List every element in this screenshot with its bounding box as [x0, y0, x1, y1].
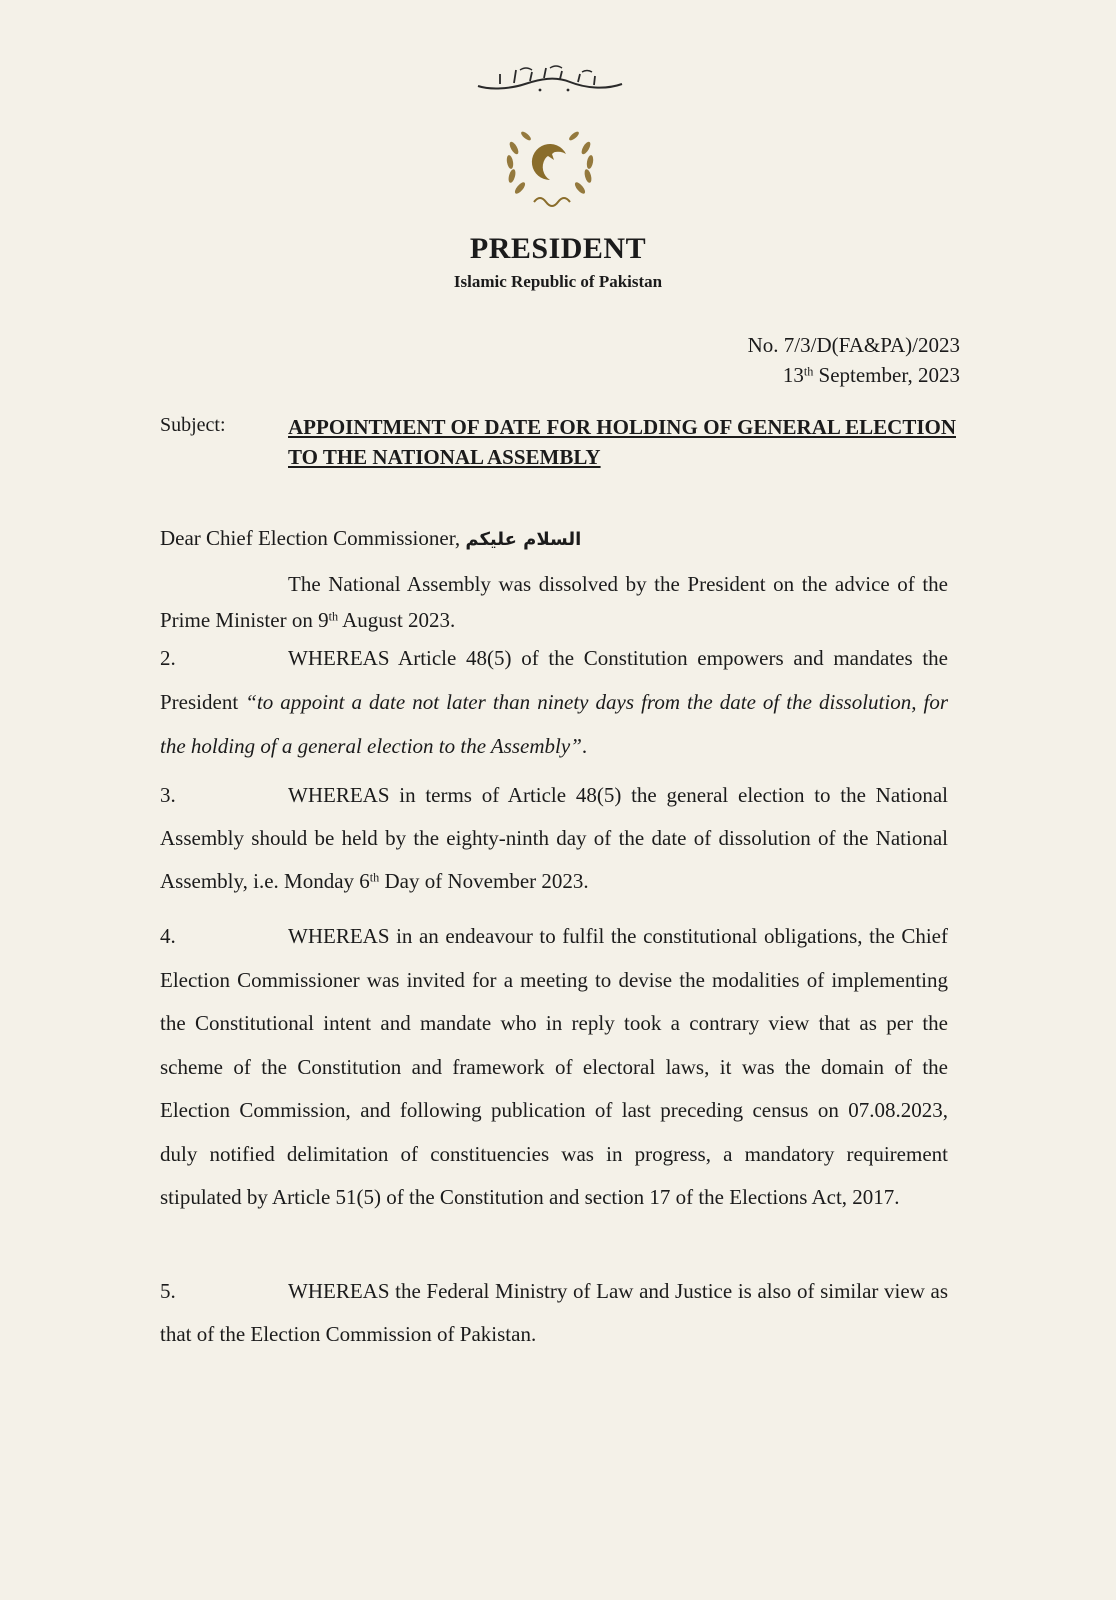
paragraph-3-text: WHEREAS in terms of Article 48(5) the general election to the National Assembly should be held by the eighty-ninth day of the date of dissolution of the National Assembly, i.e. Monday 6: [160, 783, 948, 893]
reference-date: [748, 360, 960, 390]
paragraph-4: [160, 915, 948, 1220]
salutation-urdu: السلام علیکم: [465, 529, 582, 550]
paragraph-5-number: 5.: [160, 1279, 176, 1303]
date-suffix: th: [803, 364, 814, 379]
paragraph-2-quote: “to appoint a date not later than ninety days from the date of the dissolution, for the holding of a general election to the Assembly”: [160, 690, 948, 758]
salutation: [160, 526, 581, 551]
reference-block: [748, 330, 960, 390]
paragraph-2: [160, 636, 948, 768]
paragraph-1-sup: th: [328, 609, 339, 624]
paragraph-2-text: WHEREAS Article 48(5) of the Constitution empowers and mandates the President: [160, 646, 948, 714]
date-rest: September, 2023: [813, 363, 960, 387]
salutation-text: Dear Chief Election Commissioner,: [160, 526, 466, 550]
paragraph-1-text-end: August 2023.: [338, 608, 456, 632]
paragraph-3: [160, 774, 948, 903]
subject-label: Subject:: [160, 414, 226, 436]
paragraph-3-sup: th: [369, 870, 380, 885]
paragraph-2-text-end: .: [581, 734, 588, 758]
office-title: PRESIDENT: [469, 232, 647, 265]
subject-text: APPOINTMENT OF DATE FOR HOLDING OF GENERAL ELECTION TO THE NATIONAL ASSEMBLY: [288, 415, 956, 469]
paragraph-4-text: WHEREAS in an endeavour to fulfil the constitutional obligations, the Chief Election Commissioner was invited for a meeting to devise the modalities of implementing the Constitutional intent and mandate who in reply took a contrary view that as per the scheme of the Constitution and framework of electoral laws, it was the domain of the Election Commission, and following publication of last preceding census on 07.08.2023, duly notified delimitation of constituencies was in progress, a mandatory requirement stipulated by Article 51(5) of the Constitution and section 17 of the Elections Act, 2017.: [160, 924, 948, 1209]
paragraph-5-text: WHEREAS the Federal Ministry of Law and Justice is also of similar view as that of the Election Commission of Pakistan.: [160, 1279, 948, 1346]
office-subtitle: Islamic Republic of Pakistan: [453, 272, 663, 291]
crescent-star-wreath-icon: [500, 118, 600, 218]
paragraph-4-number: 4.: [160, 924, 176, 948]
paragraph-3-text-end: Day of November 2023.: [379, 869, 589, 893]
paragraph-5: [160, 1270, 948, 1356]
date-day: 13: [782, 363, 804, 387]
bismillah-calligraphy: [470, 62, 630, 96]
paragraph-3-number: 3.: [160, 783, 176, 807]
reference-number: No. 7/3/D(FA&PA)/2023: [747, 333, 960, 357]
paragraph-2-number: 2.: [160, 646, 176, 670]
paragraph-1: [160, 566, 948, 638]
paragraph-1-text: The National Assembly was dissolved by the President on the advice of the Prime Minister on 9: [160, 572, 948, 632]
